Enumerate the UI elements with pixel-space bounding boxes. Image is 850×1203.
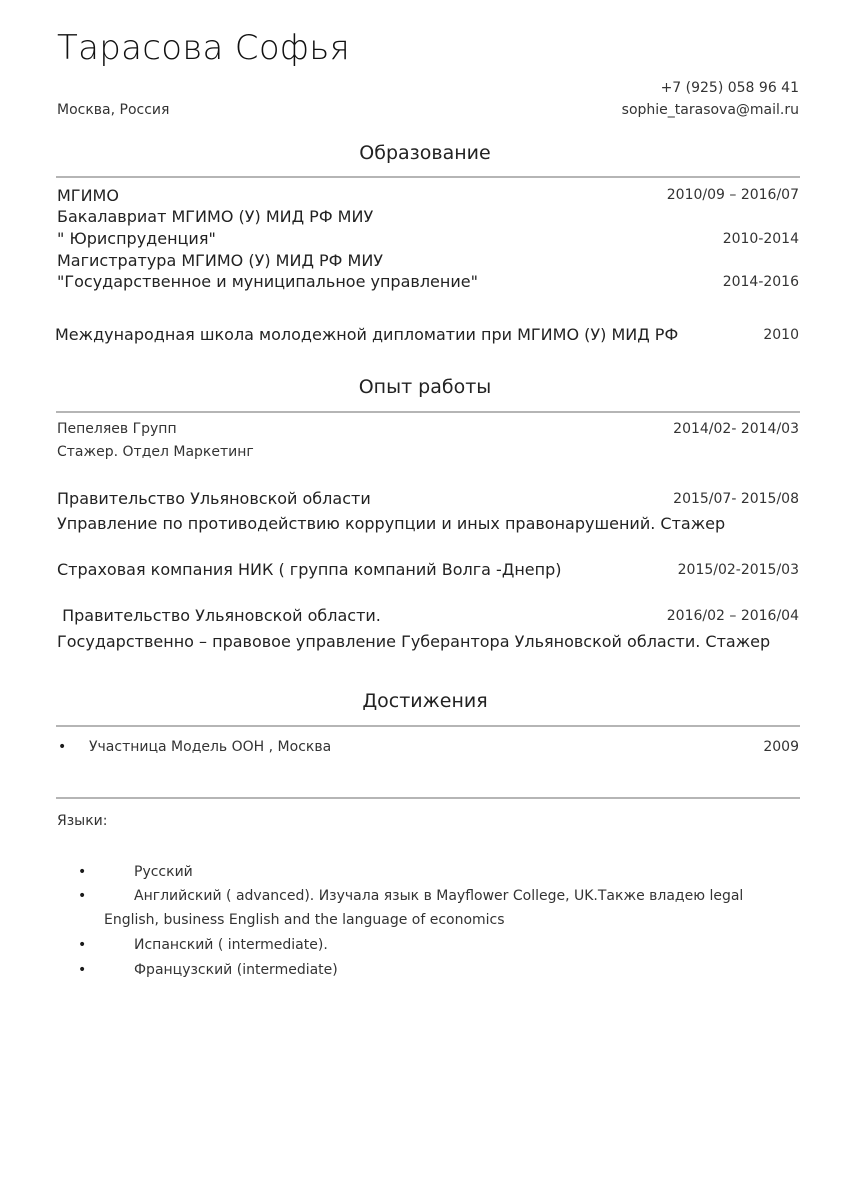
experience-line: Стажер. Отдел Маркетинг (57, 444, 254, 460)
education-date: 2010 (763, 327, 799, 343)
experience-date: 2015/02-2015/03 (677, 562, 799, 578)
experience-line: Пепеляев Групп (57, 421, 177, 437)
experience-date: 2015/07- 2015/08 (673, 491, 799, 507)
languages-label: Языки: (57, 813, 108, 829)
education-heading: Образование (359, 142, 491, 164)
experience-date: 2016/02 – 2016/04 (666, 608, 799, 624)
achievement-item: Участница Модель ООН , Москва (89, 739, 332, 755)
experience-line: Государственно – правовое управление Губерантора Ульяновской области. Стажер (57, 632, 771, 651)
education-date: 2010-2014 (722, 231, 799, 247)
language-item: Русский (134, 864, 193, 880)
education-date: 2010/09 – 2016/07 (666, 187, 799, 203)
achievements-heading: Достижения (362, 690, 488, 712)
language-item: Французский (intermediate) (134, 962, 338, 978)
languages-divider (56, 797, 800, 799)
experience-line: Управление по противодействию коррупции и иных правонарушений. Стажер (57, 514, 726, 533)
experience-divider (56, 411, 800, 413)
education-date: 2014-2016 (722, 274, 799, 290)
bullet-icon: • (78, 937, 87, 953)
language-item-continuation: English, business English and the language of economics (104, 912, 505, 928)
education-line: МГИМО (57, 186, 119, 205)
experience-line: Правительство Ульяновской области. (57, 606, 381, 625)
language-item: Испанский ( intermediate). (134, 937, 328, 953)
achievement-year: 2009 (763, 739, 799, 755)
language-item: Английский ( advanced). Изучала язык в Mayflower College, UK.Также владею legal (134, 888, 744, 904)
education-line: Магистратура МГИМО (У) МИД РФ МИУ (57, 251, 384, 270)
achievements-divider (56, 725, 800, 727)
phone-number: +7 (925) 058 96 41 (660, 80, 799, 96)
experience-line: Правительство Ульяновской области (57, 489, 371, 508)
education-line: Международная школа молодежной дипломатии при МГИМО (У) МИД РФ (55, 325, 679, 344)
bullet-icon: • (78, 962, 87, 978)
bullet-icon: • (78, 888, 87, 904)
experience-line: Страховая компания НИК ( группа компаний Волга -Днепр) (57, 560, 562, 579)
bullet-icon: • (58, 739, 67, 755)
email: sophie_tarasova@mail.ru (621, 102, 799, 118)
experience-date: 2014/02- 2014/03 (673, 421, 799, 437)
education-divider (56, 176, 800, 178)
location: Москва, Россия (57, 102, 170, 118)
education-line: " Юриспруденция" (57, 229, 216, 248)
bullet-icon: • (78, 864, 87, 880)
education-line: Бакалавриат МГИМО (У) МИД РФ МИУ (57, 207, 374, 226)
experience-heading: Опыт работы (358, 376, 492, 398)
resume-name: Тарасова Софья (57, 28, 351, 68)
education-line: "Государственное и муниципальное управление" (57, 272, 478, 291)
